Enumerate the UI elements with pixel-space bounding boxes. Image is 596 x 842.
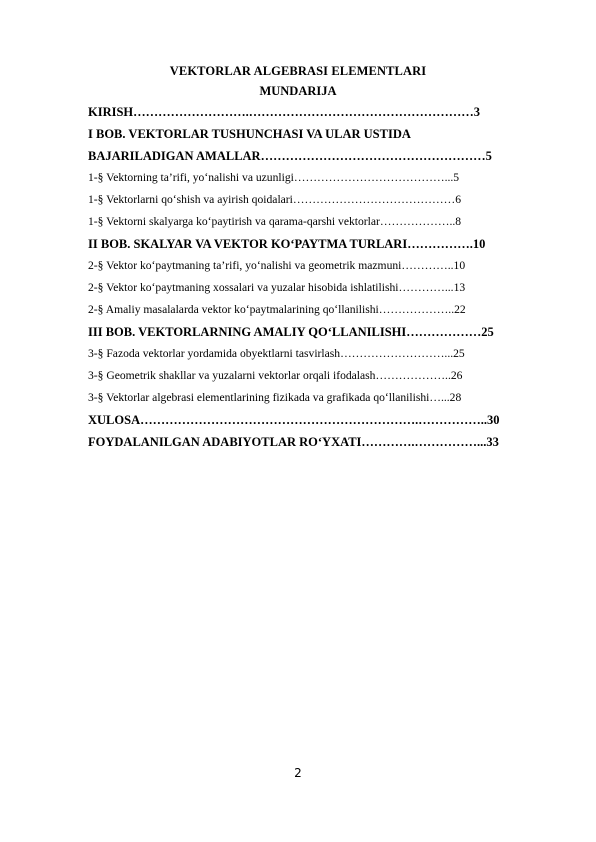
toc-entry: BAJARILADIGAN AMALLAR………………………………………………5 xyxy=(88,149,492,163)
toc-entry: 2-§ Amaliy masalalarda vektor ko‘paytmalarining qo‘llanilishi………………..22 xyxy=(88,303,466,316)
toc-entry: 2-§ Vektor ko‘paytmaning ta’rifi, yo‘nalishi va geometrik mazmuni…………..10 xyxy=(88,259,466,272)
toc-entry: 3-§ Geometrik shakllar va yuzalarni vektorlar orqali ifodalash………………..26 xyxy=(88,369,463,382)
page-number: 2 xyxy=(294,766,302,780)
table-of-contents xyxy=(88,101,548,453)
toc-entry: III BOB. VEKTORLARNING AMALIY QO‘LLANILISHI………………25 xyxy=(88,325,494,339)
toc-entry: 1-§ Vektorning ta’rifi, yo‘nalishi va uzunligi…………………………………...5 xyxy=(88,171,460,184)
document-title: VEKTORLAR ALGEBRASI ELEMENTLARI xyxy=(169,64,427,78)
toc-entry: II BOB. SKALYAR VA VEKTOR KO‘PAYTMA TURLARI…………….10 xyxy=(88,237,486,251)
toc-entry: XULOSA………………………………………………………….……………..30 xyxy=(88,413,500,427)
toc-entry: 3-§ Vektorlar algebrasi elementlarining fizikada va grafikada qo‘llanilishi…...28 xyxy=(88,391,462,404)
toc-entry: 2-§ Vektor ko‘paytmaning xossalari va yuzalar hisobida ishlatilishi…………...13 xyxy=(88,281,466,294)
toc-entry: 3-§ Fazoda vektorlar yordamida obyektlarni tasvirlash………………………...25 xyxy=(88,347,465,360)
toc-entry: 1-§ Vektorni skalyarga ko‘paytirish va qarama-qarshi vektorlar………………..8 xyxy=(88,215,462,228)
toc-entry: I BOB. VEKTORLAR TUSHUNCHASI VA ULAR USTIDA xyxy=(88,127,411,141)
toc-entry: 1-§ Vektorlarni qo‘shish va ayirish qoidalari……………………………………6 xyxy=(88,193,461,206)
toc-entry: FOYDALANILGAN ADABIYOTLAR RO‘YXATI………….……………...33 xyxy=(88,435,499,449)
table-of-contents-heading: MUNDARIJA xyxy=(259,84,337,98)
toc-entry: KIRISH……………………….………………………………………………3 xyxy=(88,105,481,119)
